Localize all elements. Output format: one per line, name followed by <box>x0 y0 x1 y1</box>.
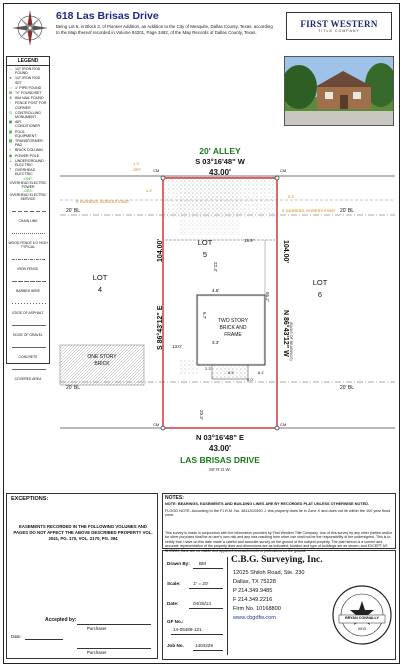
offset-w: 1.2' <box>146 188 153 193</box>
neighbor-label-1: ONE STORY <box>87 354 117 360</box>
legend-title: LEGEND <box>7 57 49 66</box>
date-info-label: Date: <box>167 601 179 606</box>
legend-symbol-icon: ⊗ <box>8 95 13 101</box>
seal-name: BRYAN CONNALLY <box>345 616 379 620</box>
address-line-1: 12025 Shiloh Road, Ste. 230 <box>233 570 305 576</box>
legend-item-label: AIR CONDITIONER <box>15 120 41 129</box>
right-bearing: N 86°43'12" W <box>282 310 289 357</box>
ingress-left: 5' INGRESS, EGRESS ESMT. <box>76 199 130 204</box>
bl-top-right: 20' BL <box>340 208 355 214</box>
legend-symbol-icon: ⇣ <box>8 157 13 163</box>
top-distance: 43.00' <box>209 168 231 177</box>
gf-label: GF No.: <box>167 619 184 624</box>
date-info-value: 04/25/14 <box>193 601 211 606</box>
street-name: LAS BRISAS DRIVE <box>180 455 260 465</box>
legend-line-label: IRON FENCE <box>17 266 39 271</box>
offset-e: 0.2' <box>288 194 295 199</box>
legend-item-label: BRICK COLUMN <box>15 148 43 153</box>
accepted-by-label: Accepted by: <box>45 617 77 623</box>
cm-ne: CM <box>280 168 287 173</box>
exceptions-panel <box>6 493 158 659</box>
legend-line-label: CONCRETE <box>18 354 38 359</box>
bl-top-left: 20' BL <box>66 208 81 214</box>
exceptions-title: EXCEPTIONS: <box>11 496 49 502</box>
legend-item-label: 80d NAIL FOUND <box>15 96 44 101</box>
scale-label: Scale: <box>167 581 181 586</box>
website: www.cbgdfw.com <box>233 615 276 621</box>
legend-symbol-icon: ◉ <box>8 152 13 158</box>
left-bearing: S 86°43'12" E <box>157 305 164 350</box>
legend-symbol-icon: ● <box>9 75 12 81</box>
house-label-2: BRICK AND <box>219 325 247 331</box>
lot-6-label: LOT <box>312 278 328 287</box>
corner-monument-ne <box>275 176 279 180</box>
lot-5-label: LOT <box>197 238 213 247</box>
dim-step: 2.3' <box>205 366 212 371</box>
legal-description: Being Lot 5, in Block 3, of Pioneer Addition, an Addition to the City of Mesquite, Dallas County, Texas, according to the Map thereof recorded in Volume 84201, Page 3482, of the Map Records of Dallas County, Texas. <box>56 24 273 35</box>
signature-line-2 <box>77 648 151 649</box>
scale-value: 1" = 20' <box>193 581 209 586</box>
legend-line-code: -OHP- <box>23 176 33 181</box>
dim-porch-depth: 8.0' <box>247 377 254 382</box>
firm-number: Firm No. 10168800 <box>233 606 281 612</box>
legend-symbol-icon: ▫ <box>9 100 12 106</box>
dim-front: 20.3' <box>199 410 204 420</box>
logo-text: FIRST WESTERN <box>300 19 378 29</box>
legend-item-label: 1/2" IRON ROD FOUND <box>15 67 41 76</box>
seal-number: 5513 <box>357 627 367 631</box>
company-name: C.B.G. Surveying, Inc. <box>231 555 323 565</box>
date-line <box>25 639 63 640</box>
legend-symbol-icon: ⊙ <box>8 109 13 115</box>
survey-info-box <box>162 531 396 660</box>
left-distance: 104.00' <box>157 238 164 262</box>
legend-symbol-icon: ▣ <box>8 119 13 125</box>
street-row: 50' R.O.W. <box>209 467 231 472</box>
date-label: Date: <box>11 634 22 639</box>
cm-sw: CM <box>153 422 160 427</box>
ingress-right: 5' INGRESS, EGRESS ESMT. <box>282 208 336 213</box>
exceptions-text: EASEMENTS RECORDED IN THE FOLLOWING VOLUMES AND PAGES DO NOT AFFECT THE ABOVE DESCRIBED PROPERTY VOL. 2041, PG. 170, VOL. 2170, PG. 394 <box>13 524 153 541</box>
dim-setback: 4.6' <box>212 288 220 293</box>
legend-line-label: EDGE OF ASPHALT <box>12 310 44 315</box>
dim-porch-right: 6.1' <box>258 370 265 375</box>
driveway <box>178 177 240 235</box>
dim-side: 6.7' <box>202 312 207 320</box>
walkway <box>180 360 198 374</box>
legend-item-label: UNDERGROUND ELECTRIC <box>15 158 44 168</box>
legend-line-label: OVERHEAD ELECTRIC POWER <box>9 180 47 189</box>
neighbor-label-2: BRICK <box>94 361 110 367</box>
offset-nw-label: OFF <box>133 167 141 172</box>
top-bearing: S 03°16'48" W <box>195 157 245 166</box>
fax: F 214.349.2216 <box>233 597 273 603</box>
page-title: 618 Las Brisas Drive <box>56 10 159 22</box>
legend-line-label: COVERED AREA <box>14 376 42 381</box>
legend-line-label: CHAIN LINK <box>18 218 38 223</box>
legend-item-label: OVERHEAD ELECTRIC <box>15 168 36 177</box>
dim-porch: 8.5' <box>228 370 235 375</box>
corner-monument-se <box>275 426 279 430</box>
cm-se: CM <box>280 422 287 427</box>
legend-line-label: OVERHEAD ELECTRIC SERVICE <box>9 192 47 201</box>
purchaser-1-label: Purchaser <box>87 626 107 631</box>
legend-item-label: FENCE POST FOR CORNER <box>15 101 47 110</box>
dim-rear: 55.2' <box>265 292 270 302</box>
purchaser-2-label: Purchaser <box>87 650 107 655</box>
cm-nw: CM <box>153 168 160 173</box>
lot-5-number: 5 <box>202 250 208 259</box>
lot-4-number: 4 <box>97 285 103 294</box>
note-flood: FLOOD NOTE: According to the F.I.R.M. No. 48113C0390 J, this property does lie in Zone X and does not lie within the 100 year flood zone. <box>165 508 391 518</box>
legend-symbol-icon: ⊠ <box>8 90 13 96</box>
dim-jog: 3.3' <box>212 340 220 345</box>
legend-line-label: WOOD FENCE 6.0' HIGH TYPICAL <box>8 240 48 249</box>
legend-symbol-icon: ⇡ <box>8 167 13 173</box>
alley-label: 20' ALLEY <box>199 146 241 156</box>
notes-title: NOTES: <box>165 495 184 501</box>
corner-monument-nw <box>161 176 165 180</box>
legend-item-label: POOL EQUIPMENT <box>15 129 37 138</box>
bottom-distance: 43.00' <box>209 444 231 453</box>
corner-monument-sw <box>161 426 165 430</box>
survey-certification: This survey is made in conjunction with the information provided by First Western Title Company. Use of this survey by any other parties and/or for other purposes shall be at user's own risk and any loss resulting from other use shall not be the responsibility of the undersigned. This is to certify that I have on this date made a careful and accurate survey on the ground of the subject property. The plat hereon is a correct and accurate representation of the property lines and dimensions are as indicated; location and type of buildings are as shown; and EXCEPT AS SHOWN, there are no visible and apparent encroachments or protrusions on the ground. <box>165 531 392 553</box>
legend-item-label: 1" PIPE FOUND <box>15 85 42 90</box>
right-distance: 104.00' <box>282 240 289 264</box>
legend-line-code: -OES- <box>23 188 33 193</box>
legend-item-label: 1/2" IRON ROD SET <box>15 76 41 85</box>
dim-fence: 19.9' <box>244 238 254 243</box>
bl-bottom-right: 20' BL <box>340 385 355 391</box>
legend-item-label: TRANSFORMER PAD <box>15 139 43 148</box>
note-bearings: NOTE: BEARINGS, EASEMENTS AND BUILDING LINES ARE BY RECORDED PLAT UNLESS OTHERWISE NOTED. <box>165 502 369 506</box>
signature-line-1 <box>77 624 151 625</box>
legend-symbol-icon: ▦ <box>8 128 13 134</box>
legend-item-label: "X" FOUND/SET <box>15 91 42 96</box>
drawn-by-value: BM <box>199 561 206 566</box>
drawn-by-label: Drawn By: <box>167 561 190 566</box>
legend-symbol-icon: ▪ <box>9 147 12 153</box>
legend-symbol-icon: ○ <box>9 66 12 71</box>
dim-walk: 13.0' <box>172 344 182 349</box>
house-label-3: FRAME <box>224 332 242 338</box>
bottom-bearing: N 03°16'48" E <box>196 433 244 442</box>
gf-value: 14-05489-121 <box>173 627 202 632</box>
legend-item-label: POWER POLE <box>15 153 40 158</box>
address-line-2: Dallas, TX 75228 <box>233 579 276 585</box>
offset-nw: 1.2' <box>133 161 140 166</box>
legend-symbol-icon: ▩ <box>8 138 13 144</box>
basis-of-bearings: (BASIS OF BEARINGS) <box>289 322 293 361</box>
lot-4-label: LOT <box>92 273 108 282</box>
bl-bottom-left: 20' BL <box>66 385 81 391</box>
legend-item-label: CONTROLLING MONUMENT <box>15 110 41 120</box>
logo-subtext: TITLE COMPANY <box>318 29 360 33</box>
job-value: 1404229 <box>195 643 213 648</box>
legend-symbol-icon: ○ <box>9 84 12 90</box>
dim-drive: 22.4' <box>213 262 218 272</box>
legend-line-label: EDGE OF GRAVEL <box>13 332 43 337</box>
job-label: Job No. <box>167 643 184 648</box>
lot-6-number: 6 <box>317 290 323 299</box>
legend-line-label: BARBED WIRE <box>16 288 40 293</box>
house-label-1: TWO STORY <box>217 318 249 324</box>
phone: P 214.349.9485 <box>233 588 273 594</box>
